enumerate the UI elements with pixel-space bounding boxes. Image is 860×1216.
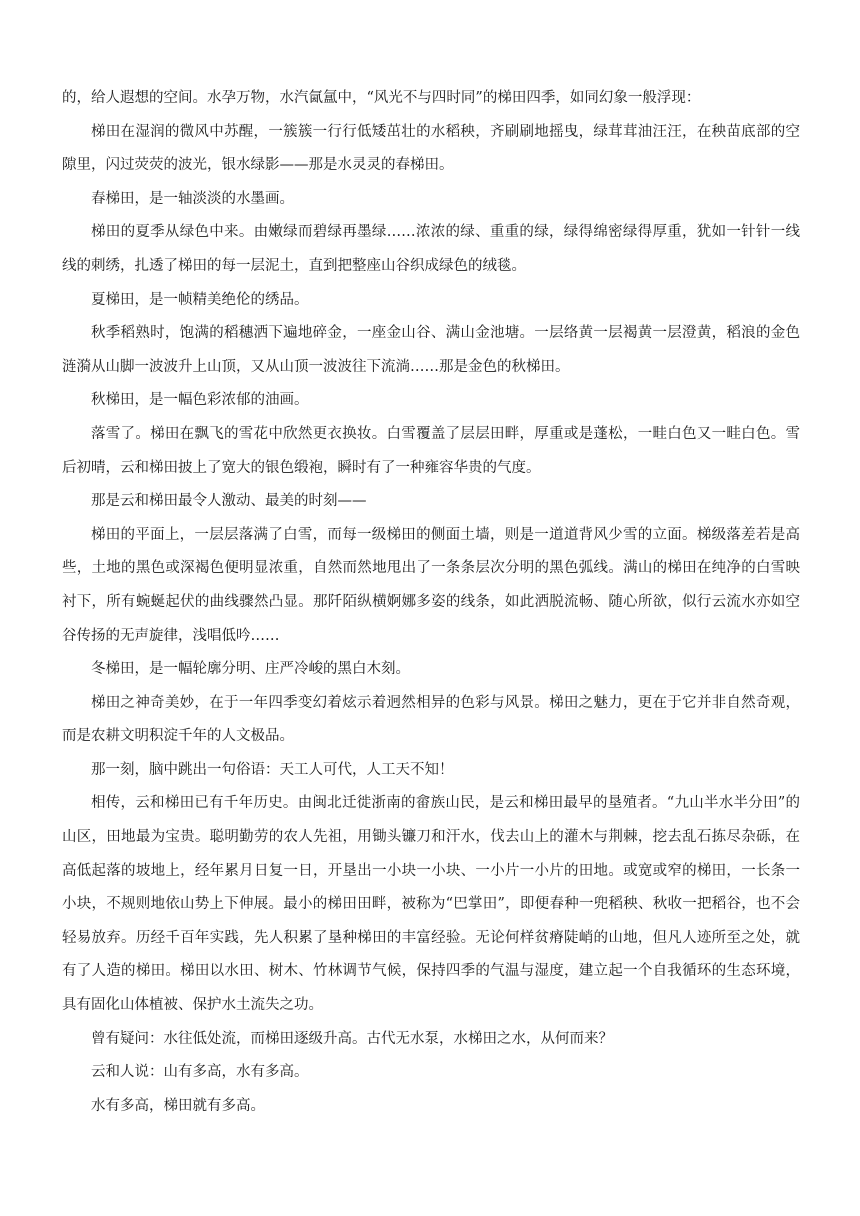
document-body [62, 82, 800, 1123]
paragraph-proverb: 那一刻，脑中跳出一句俗语：天工人可代，人工天不知！ [91, 761, 454, 778]
paragraph-continuation: 的，给人遐想的空间。水孕万物，水汽氤氲中，“风光不与四时同”的梯田四季，如同幻象一般浮现： [62, 90, 701, 106]
paragraph-most-beautiful-moment: 那是云和梯田最令人激动、最美的时刻—— [91, 493, 367, 510]
paragraph-autumn-terraces: 秋季稻熟时，饱满的稻穗洒下遍地碎金，一座金山谷、满山金池塘。一层络黄一层褐黄一层澄黄，稻浪的金色涟漪从山脚一波波升上山顶，又从山顶一波波往下流淌……那是金色的秋梯田。 [62, 325, 800, 375]
paragraph-closing: 水有多高，梯田就有多高。 [91, 1097, 265, 1114]
paragraph-winter-terraces: 梯田的平面上，一层层落满了白雪，而每一级梯田的侧面土墙，则是一道道背风少雪的立面。梯级落差若是高些，土地的黑色或深褐色便明显浓重，自然而然地甩出了一条条层次分明的黑色弧线。满山的梯田在纯净的白雪映衬下，所有蜿蜒起伏的曲线骤然凸显。那阡陌纵横婀娜多姿的线条，如此洒脱流畅、随心所欲，似行云流水亦如空谷传扬的无声旋律，浅唱低吟…… [62, 526, 800, 644]
paragraph-winter-summary: 冬梯田，是一幅轮廓分明、庄严冷峻的黑白木刻。 [91, 661, 410, 678]
paragraph-history: 相传，云和梯田已有千年历史。由闽北迁徙浙南的畲族山民，是云和梯田最早的垦殖者。“九山半水半分田”的山区，田地最为宝贵。聪明勤劳的农人先祖，用锄头镰刀和汗水，伐去山上的灌木与荆棘，挖去乱石拣尽杂砾，在高低起落的坡地上，经年累月日复一日，开垦出一小块一小块、一小片一小片的田地。或宽或窄的梯田，一长条一小块，不规则地依山势上下伸展。最小的梯田田畔，被称为“巴掌田”，即便春种一兜稻秧、秋收一把稻谷，也不会轻易放弃。历经千百年实践，先人积累了垦种梯田的丰富经验。无论何样贫瘠陡峭的山地，但凡人迹所至之处，就有了人造的梯田。梯田以水田、树木、竹林调节气候，保持四季的气温与湿度，建立起一个自我循环的生态环境，具有固化山体植被、保护水土流失之功。 [62, 795, 800, 1014]
paragraph-summer-terraces: 梯田的夏季从绿色中来。由嫩绿而碧绿再墨绿……浓浓的绿、重重的绿，绿得绵密绿得厚重，犹如一针针一线线的刺绣，扎透了梯田的每一层泥土，直到把整座山谷织成绿色的绒毯。 [62, 224, 800, 274]
paragraph-snowfall: 落雪了。梯田在飘飞的雪花中欣然更衣换妆。白雪覆盖了层层田畔，厚重或是蓬松，一畦白色又一畦白色。雪后初晴，云和梯田披上了宽大的银色缎袍，瞬时有了一种雍容华贵的气度。 [62, 425, 800, 476]
paragraph-answer: 云和人说：山有多高，水有多高。 [91, 1064, 309, 1081]
paragraph-question: 曾有疑问：水往低处流，而梯田逐级升高。古代无水泵，水梯田之水，从何而来？ [91, 1030, 613, 1047]
paragraph-autumn-summary: 秋梯田，是一幅色彩浓郁的油画。 [91, 392, 309, 409]
paragraph-summer-summary: 夏梯田，是一帧精美绝伦的绣品。 [91, 291, 309, 308]
paragraph-charm: 梯田之神奇美妙，在于一年四季变幻着炫示着迥然相异的色彩与风景。梯田之魅力，更在于它并非自然奇观，而是农耕文明积淀千年的人文极品。 [62, 694, 800, 745]
paragraph-spring-summary: 春梯田，是一轴淡淡的水墨画。 [91, 190, 294, 207]
paragraph-spring-terraces: 梯田在湿润的微风中苏醒，一簇簇一行行低矮茁壮的水稻秧，齐刷刷地摇曳，绿茸茸油汪汪，在秧苗底部的空隙里，闪过荧荧的波光，银水绿影——那是水灵灵的春梯田。 [62, 123, 800, 174]
